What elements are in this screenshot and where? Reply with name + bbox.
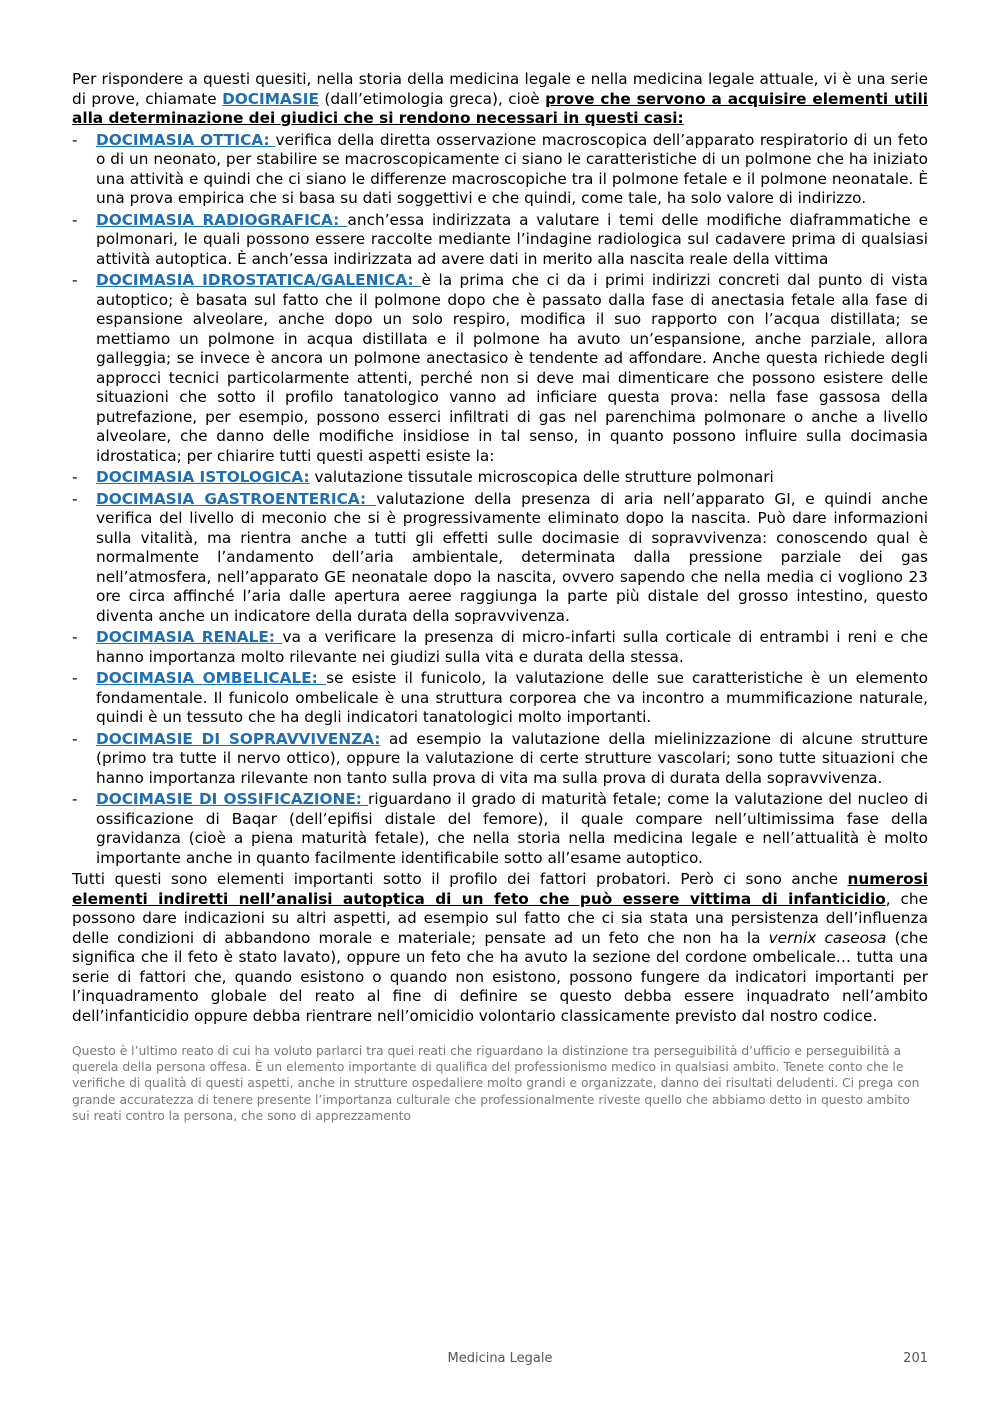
item-text: è la prima che ci da i primi indirizzi concreti dal punto di vista autoptico; è basata sul fatto che il polmone dopo che è passato dalla fase di anectasia fetale alla fase di espansione alveolare, anche dopo un solo respiro, modifica il suo rapporto con l’acqua distillata; se mettiamo un polmone in acqua distillata e il polmone ha avuto un’espansione, anche parziale, allora galleggia; se invece è ancora un polmone anectasico è tendente ad affondare. Anche questa richiede degli approcci tecnici particolarmente attenti, perché non si deve mai dimenticare che possono esistere delle situazioni che sotto il profilo tanatologico vanno ad inficiare questa prova: nella fase gassosa della putrefazione, per esempio, possono esserci infiltrati di gas nel parenchima polmonare o anche a livello alveolare, che danno delle modifiche insidiose in tal senso, in quanto possono influire sulla docimasia idrostatica; per chiarire tutti questi aspetti esiste la: [96,271,928,465]
intro-text-middle: (dall’etimologia greca), cioè [318,89,546,108]
item-text: ad esempio la valutazione della mielinizzazione di alcune strutture (primo tra tutte il nervo ottico), oppure la valutazione di certe strutture vascolari; sono tutte situazioni che hanno importanza rilevante non tanto sulla prova di vita ma sulla prova di durata della sopravvivenza. [96,729,928,787]
list-item [72,790,928,868]
item-text: valutazione della presenza di aria nell’apparato GI, e quindi anche verifica del livello di meconio che si è progressivamente eliminato dopo la nascita. Può dare informazioni sulla vitalità, ma rientra anche a tutti gli effetti sulle docimasie di sopravvivenza: conoscendo qual è normalmente l’andamento dell’aria ambientale, determinata dalla pressione parziale dei gas nell’atmosfera, nell’apparato GE neonatale dopo la nascita, ovvero sapendo che nella media ci vogliono 23 ore circa affinché l’aria dalle apertura aeree raggiunga la parte più distale del grosso intestino, questo diventa anche un indicatore della durata della sopravvivenza. [96,489,928,625]
list-item [72,669,928,728]
item-text: valutazione tissutale microscopica delle strutture polmonari [309,468,774,486]
item-text: va a verificare la presenza di micro-infarti sulla corticale di entrambi i reni e che hanno importanza molto rilevante nei giudizi sulla vita e durata della stessa. [96,628,928,666]
list-dash: - [72,669,78,687]
conclusion-emphasis: numerosi elementi indiretti nell’analisi autoptica di un feto che può essere vittima di infanticidio [72,870,928,908]
list-dash: - [72,628,78,646]
docimasie-list [72,131,928,869]
list-item [72,490,928,627]
list-dash: - [72,210,78,229]
docimasie-term: DOCIMASIE [222,89,319,108]
list-item [72,628,928,667]
intro-text: Per rispondere a questi quesiti, nella storia della medicina legale e nella medicina legale attuale, vi è una serie di prove, chiamate [72,70,928,108]
list-dash: - [72,729,78,748]
list-dash: - [72,468,78,486]
document-page [72,70,928,1124]
footer-title: Medicina Legale [447,1351,553,1366]
page-number: 201 [903,1351,928,1366]
intro-emphasis: prove che servono a acquisire elementi utili alla determinazione dei giudici che si rendono necessari in questi casi: [72,89,928,127]
conclusion-text-start: Tutti questi sono elementi importanti sotto il profilo dei fattori probatori. Però ci sono anche [72,870,848,888]
item-text: riguardano il grado di maturità fetale; come la valutazione del nucleo di ossificazione di Baqar (dell’epifisi distale del femore), il quale compare nell’ultimissima fase della gravidanza (cioè a piena maturità fetale), che nella storia nella medicina legale e nell’attualità è molto importante anche in quanto facilmente identificabile sotto all’esame autoptico. [96,790,929,867]
item-term: DOCIMASIA GASTROENTERICA: [96,489,377,508]
item-text: se esiste il funicolo, la valutazione delle sue caratteristiche è un elemento fondamentale. Il funicolo ombelicale è una struttura corporea che va incontro a mummificazione naturale, quindi è un tessuto che ha degli indicatori tanatologici molto importanti. [96,669,929,726]
list-item [72,271,928,466]
list-dash: - [72,790,78,808]
list-item [72,131,928,209]
item-term: DOCIMASIA RENALE: [96,628,283,646]
list-dash: - [72,130,78,149]
item-term: DOCIMASIA OTTICA: [96,130,276,149]
item-term: DOCIMASIE DI OSSIFICAZIONE: [96,790,369,808]
intro-paragraph [72,70,928,129]
item-term: DOCIMASIA IDROSTATICA/GALENICA: [96,271,422,289]
item-text: anch’essa indirizzata a valutare i temi delle modifiche diaframmatiche e polmonari, le quali possono essere raccolte mediante l’indagine radiologica sul cadavere prima di qualsiasi attività autoptica. È anch’essa indirizzata ad avere dati in merito alla nascita reale della vittima [96,210,928,268]
conclusion-text-end: (che significa che il feto è stato lavato), oppure un feto che ha avuto la sezione del cordone ombelicale… tutta una serie di fattori che, quando esistono o quando non esistono, possono fungere da indicatori importanti per l’inquadramento globale del reato al fine di definire se questo debba essere inquadrato nell’ambito dell’infanticidio oppure debba rientrare nell’omicidio volontario classicamente previsto dal nostro codice. [72,928,928,1025]
item-term: DOCIMASIA RADIOGRAFICA: [96,210,348,229]
conclusion-paragraph [72,870,928,1026]
item-text: verifica della diretta osservazione macroscopica dell’apparato respiratorio di un feto o di un neonato, per stabilire se macroscopicamente ci siano le caratteristiche di un polmone che ha iniziato una attività e quindi che ci siano le differenze macroscopiche tra il polmone fetale e il polmone neonatale. È una prova empirica che si basa su dati soggettivi e che quindi, come tale, ha solo valore di indirizzo. [96,130,929,207]
list-item [72,468,928,488]
item-term: DOCIMASIA ISTOLOGICA: [96,468,310,486]
list-item [72,211,928,270]
lecturer-note: Questo è l’ultimo reato di cui ha voluto parlarci tra quei reati che riguardano la distinzione tra perseguibilità d’ufficio e perseguibilità a querela della persona offesa. È un elemento importante di qualifica del professionismo medico in qualsiasi ambito. Tenete conto che le verifiche di qualità di questi aspetti, anche in strutture ospedaliere molto grandi e organizzate, danno dei risultati deludenti. Ci prega con grande accuratezza di tenere presente l’importanza culturale che professionalmente riveste quello che abbiamo detto in questo ambito sui reati contro la persona, che sono di apprezzamento [72,1044,920,1123]
list-dash: - [72,271,78,289]
list-dash: - [72,489,78,508]
list-item [72,730,928,789]
item-term: DOCIMASIE DI SOPRAVVIVENZA: [96,729,381,748]
item-term: DOCIMASIA OMBELICALE: [96,669,327,687]
conclusion-text-middle: , che possono dare indicazioni su altri aspetti, ad esempio sul fatto che ci sia stata una persistenza dell’influenza delle condizioni di abbandono morale e materiale; pensate ad un feto che non ha la [72,889,928,947]
vernix-term: vernix caseosa [768,928,887,947]
